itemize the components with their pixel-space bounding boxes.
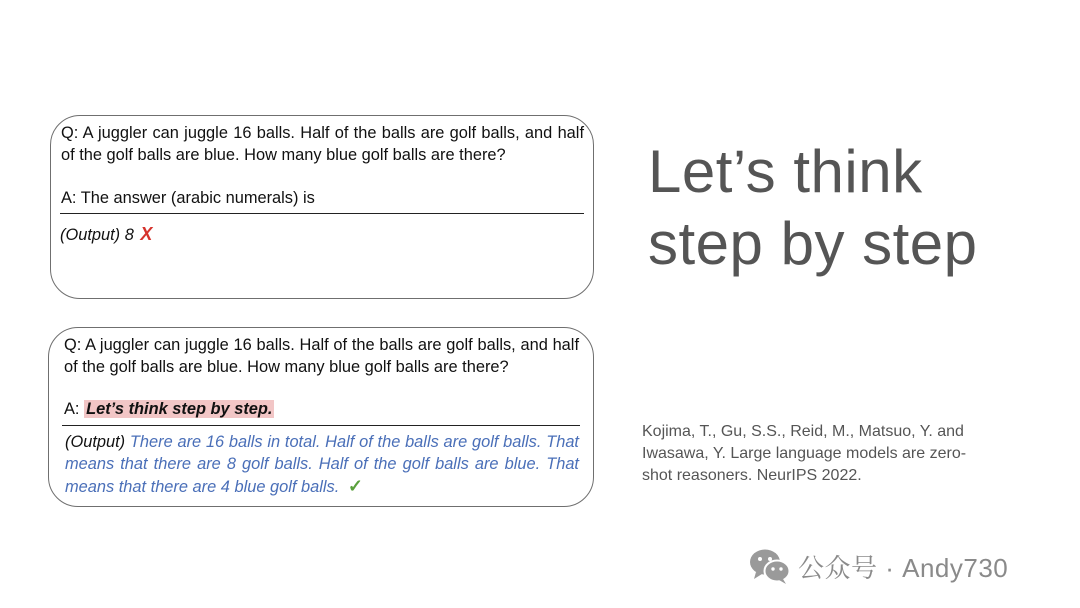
wrong-mark-icon: X [140, 224, 153, 244]
card2-output [65, 431, 579, 498]
example-card-without-cot [50, 115, 594, 299]
card2-output-text: There are 16 balls in total. Half of the balls are golf balls. That means that there are 8 golf balls. Half of the golf balls are blue. That means that there are 4 blue golf balls. [65, 433, 579, 496]
card1-answer-prompt: A: The answer (arabic numerals) is [61, 189, 315, 207]
card1-output-text: 8 [124, 226, 134, 244]
card1-divider [60, 213, 584, 214]
citation: Kojima, T., Gu, S.S., Reid, M., Matsuo, Y. and Iwasawa, Y. Large language models are zero-shot reasoners. NeurIPS 2022. [642, 423, 967, 484]
card2-answer-prefix: A: [64, 400, 80, 418]
card2-answer-highlight: Let’s think step by step. [86, 400, 273, 418]
card1-question: Q: A juggler can juggle 16 balls. Half of the balls are golf balls, and half of the golf balls are blue. How many blue golf balls are there? [61, 124, 584, 164]
card1-output [60, 223, 584, 246]
watermark [748, 546, 1008, 586]
card1-output-label: (Output) [60, 226, 121, 244]
headline-line1: Let’s think [648, 138, 923, 205]
check-mark-icon: ✓ [347, 476, 363, 496]
card2-output-label: (Output) [65, 433, 126, 451]
card2-answer-line [64, 399, 579, 420]
card2-question: Q: A juggler can juggle 16 balls. Half of the balls are golf balls, and half of the golf balls are blue. How many blue golf balls are there? [64, 336, 579, 376]
example-card-with-cot [48, 327, 594, 507]
card2-divider [62, 425, 580, 426]
wechat-icon [748, 546, 792, 586]
headline [648, 136, 978, 280]
watermark-text: 公众号 · Andy730 [798, 552, 1009, 583]
headline-line2: step by step [648, 210, 978, 277]
